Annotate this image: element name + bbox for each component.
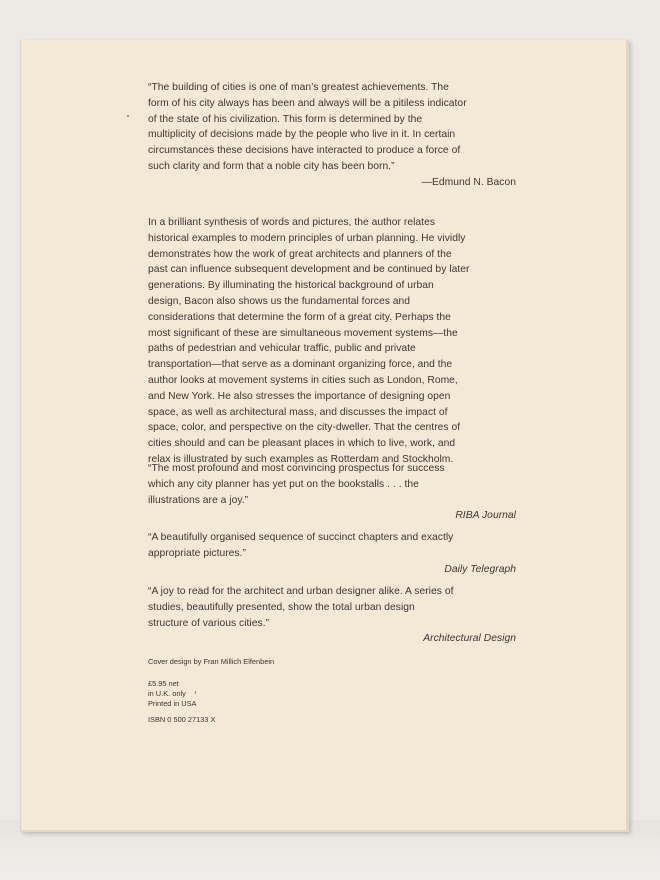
review-source: RIBA Journal — [455, 510, 516, 522]
review-source: Daily Telegraph — [444, 563, 516, 575]
synopsis-line: generations. By illuminating the historical background of urban — [148, 280, 434, 292]
synopsis-line: historical examples to modern principles of urban planning. He vividly — [148, 232, 466, 244]
price-block — [148, 679, 196, 709]
isbn-label: ISBN 0 500 27133 X — [148, 715, 216, 724]
quote-line: multiplicity of decisions made by the people who live in it. In certain — [148, 129, 456, 141]
synopsis-line: relax is illustrated by such examples as Rotterdam and Stockholm. — [148, 453, 454, 465]
review-line: appropriate pictures.” — [148, 547, 246, 559]
review-line: which any city planner has yet put on the bookstalls . . . the — [148, 478, 419, 490]
synopsis-paragraph — [148, 215, 516, 468]
review-line: “A beautifully organised sequence of succinct chapters and exactly — [148, 532, 454, 543]
review-line: structure of various cities.” — [148, 617, 270, 629]
price-label: £5.95 net — [148, 679, 179, 688]
quote-line: such clarity and form that a noble city has been born.” — [148, 160, 395, 172]
review-riba-journal — [148, 461, 516, 524]
review-line: studies, beautifully presented, show the total urban design — [148, 601, 415, 613]
review-line: illustrations are a joy.” — [148, 494, 249, 506]
synopsis-line: demonstrates how the work of great architects and planners of the — [148, 248, 452, 260]
synopsis-line: most significant of these are simultaneous movement systems—the — [148, 327, 458, 339]
synopsis-line: and New York. He also stresses the importance of designing open — [148, 390, 451, 402]
region-label: in U.K. only — [148, 689, 186, 698]
synopsis-line: design, Bacon also shows us the fundamental forces and — [148, 295, 411, 307]
book-back-cover — [21, 40, 629, 832]
review-source: Architectural Design — [423, 633, 516, 645]
quote-line: of the state of his civilization. This form is determined by the — [148, 113, 423, 125]
synopsis-line: cities should and can be pleasant places in which to live, work, and — [148, 438, 456, 450]
printed-label: Printed in USA — [148, 699, 197, 708]
opening-quote — [148, 80, 516, 191]
synopsis-line: past can influence subsequent development and be continued by later — [148, 264, 470, 276]
review-line: “The most profound and most convincing prospectus for success — [148, 463, 445, 474]
quote-line: “The building of cities is one of man’s greatest achievements. The — [148, 82, 449, 93]
synopsis-line: considerations that determine the form of a great city. Perhaps the — [148, 311, 451, 323]
synopsis-line: paths of pedestrian and vehicular traffic, public and private — [148, 343, 416, 355]
review-line: “A joy to read for the architect and urban designer alike. A series of — [148, 586, 454, 597]
review-architectural-design — [148, 584, 516, 647]
paper-speck — [127, 115, 129, 117]
synopsis-line: transportation—that serve as a dominant organizing force, and the — [148, 359, 453, 371]
quote-line: circumstances these decisions have interacted to produce a force of — [148, 145, 461, 157]
synopsis-line: author looks at movement systems in cities such as London, Rome, — [148, 374, 458, 386]
quote-attribution: —Edmund N. Bacon — [421, 176, 516, 188]
cover-design-credit: Cover design by Fran Millich Elfenbein — [148, 657, 275, 666]
quote-line: form of his city always has been and always will be a pitiless indicator — [148, 97, 467, 109]
synopsis-line: space, as well as architectural mass, and discusses the impact of — [148, 406, 448, 418]
synopsis-line: In a brilliant synthesis of words and pictures, the author relates — [148, 217, 436, 228]
synopsis-line: space, color, and perspective on the city-dweller. That the centres of — [148, 422, 461, 434]
review-daily-telegraph — [148, 530, 516, 577]
